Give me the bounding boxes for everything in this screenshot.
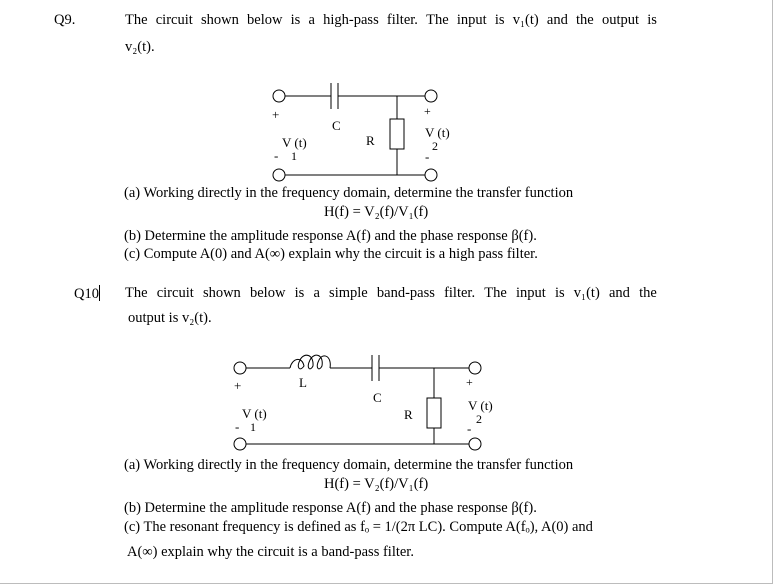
q9-intro-word: input	[456, 12, 487, 28]
q9-intro-word: shown	[200, 12, 239, 28]
q10-cap-label: C	[373, 390, 382, 405]
q9-resistor	[390, 119, 404, 149]
q9-output-terminal-bottom	[425, 169, 437, 181]
q10-part-c-line2: A(∞) explain why the circuit is a band-pass filter.	[127, 544, 414, 560]
q10-intro-word: is	[294, 285, 305, 301]
q10-part-a: (a) Working directly in the frequency domain, determine the transfer function	[124, 457, 574, 473]
q10-minus-in: -	[235, 419, 240, 434]
q9-number: Q9.	[54, 12, 76, 28]
q9-intro-word: high-pass	[323, 12, 379, 28]
q10-minus-out: -	[467, 421, 472, 436]
q9-part-a: (a) Working directly in the frequency domain, determine the transfer function	[124, 185, 574, 201]
q9-output-terminal-top	[425, 90, 437, 102]
q10-intro-word: input	[515, 285, 546, 301]
q10-intro-word: shown	[202, 285, 241, 301]
q10-intro-word: filter.	[444, 285, 476, 301]
q9-intro-word: is	[290, 12, 301, 28]
q10-intro-line2: output is v₂(t).	[128, 310, 212, 326]
q10-plus-out: +	[466, 375, 473, 389]
q10-plus-in: +	[234, 378, 242, 393]
q10-number	[74, 285, 100, 303]
q9-intro-word: a	[308, 12, 315, 28]
q10-input-terminal-bottom	[234, 438, 246, 450]
text-cursor	[99, 285, 100, 301]
q9-v-in-sub: 1	[291, 149, 297, 163]
q9-plus-out: +	[424, 104, 431, 118]
q10-res-label: R	[404, 407, 413, 422]
q9-cap-label: C	[332, 118, 341, 133]
q10-intro-word: band-pass	[376, 285, 435, 301]
q10-intro-word: a	[313, 285, 320, 301]
q10-intro-word: v₁(t)	[573, 285, 600, 301]
q9-intro-line2: v₂(t).	[125, 39, 155, 55]
q9-intro-word: is	[647, 12, 657, 28]
q9-v-out-sub: 2	[432, 139, 438, 153]
q9-part-b: (b) Determine the amplitude response A(f) and the phase response β(f).	[124, 228, 537, 244]
q10-part-c-line1: (c) The resonant frequency is defined as fₒ = 1/(2π LC). Compute A(fₒ), A(0) and	[124, 519, 593, 535]
q10-intro-word: the	[639, 285, 657, 301]
q10-intro-word: is	[554, 285, 565, 301]
q9-intro-word: circuit	[155, 12, 193, 28]
q9-intro-word: the	[576, 12, 594, 28]
q10-formula: H(f) = V₂(f)/V₁(f)	[324, 476, 429, 492]
q10-output-terminal-bottom	[469, 438, 481, 450]
q9-intro-word: filter.	[386, 12, 418, 28]
q9-v-in: V (t)	[282, 135, 307, 150]
q10-v-out-sub: 2	[476, 412, 482, 426]
q10-intro-word: below	[249, 285, 286, 301]
q9-intro-word: v₁(t)	[512, 12, 539, 28]
q10-v-out: V (t)	[468, 398, 493, 413]
q9-intro-word: is	[494, 12, 505, 28]
q9-part-c: (c) Compute A(0) and A(∞) explain why the circuit is a high pass filter.	[124, 246, 538, 262]
q9-minus-out: -	[425, 149, 430, 164]
q10-intro-word: The	[125, 285, 148, 301]
q10-v-in: V (t)	[242, 406, 267, 421]
q9-intro-word: below	[247, 12, 283, 28]
q9-intro-word: The	[125, 12, 148, 28]
q9-input-terminal-bottom	[273, 169, 285, 181]
q9-res-label: R	[366, 133, 375, 148]
q10-input-terminal-top	[234, 362, 246, 374]
q10-output-terminal-top	[469, 362, 481, 374]
q10-resistor	[427, 398, 441, 428]
q9-intro-line1	[125, 12, 657, 29]
q10-inductor	[290, 355, 330, 369]
q10-intro-word: The	[484, 285, 507, 301]
q10-part-b: (b) Determine the amplitude response A(f) and the phase response β(f).	[124, 500, 537, 516]
q9-v-out: V (t)	[425, 125, 450, 140]
q9-intro-word: output	[601, 12, 639, 28]
q10-v-in-sub: 1	[250, 420, 256, 434]
q10-intro-word: circuit	[156, 285, 194, 301]
q9-plus-in: +	[272, 107, 280, 122]
q10-intro-word: and	[608, 285, 630, 301]
q10-intro-word: simple	[329, 285, 368, 301]
q9-formula: H(f) = V₂(f)/V₁(f)	[324, 204, 429, 220]
q10-ind-label: L	[299, 375, 307, 390]
q9-input-terminal-top	[273, 90, 285, 102]
q9-minus-in: -	[274, 148, 279, 163]
q10-intro-line1	[125, 285, 657, 302]
q9-intro-word: and	[546, 12, 568, 28]
q10-number-text: Q10	[74, 286, 99, 302]
q9-intro-word: The	[426, 12, 449, 28]
